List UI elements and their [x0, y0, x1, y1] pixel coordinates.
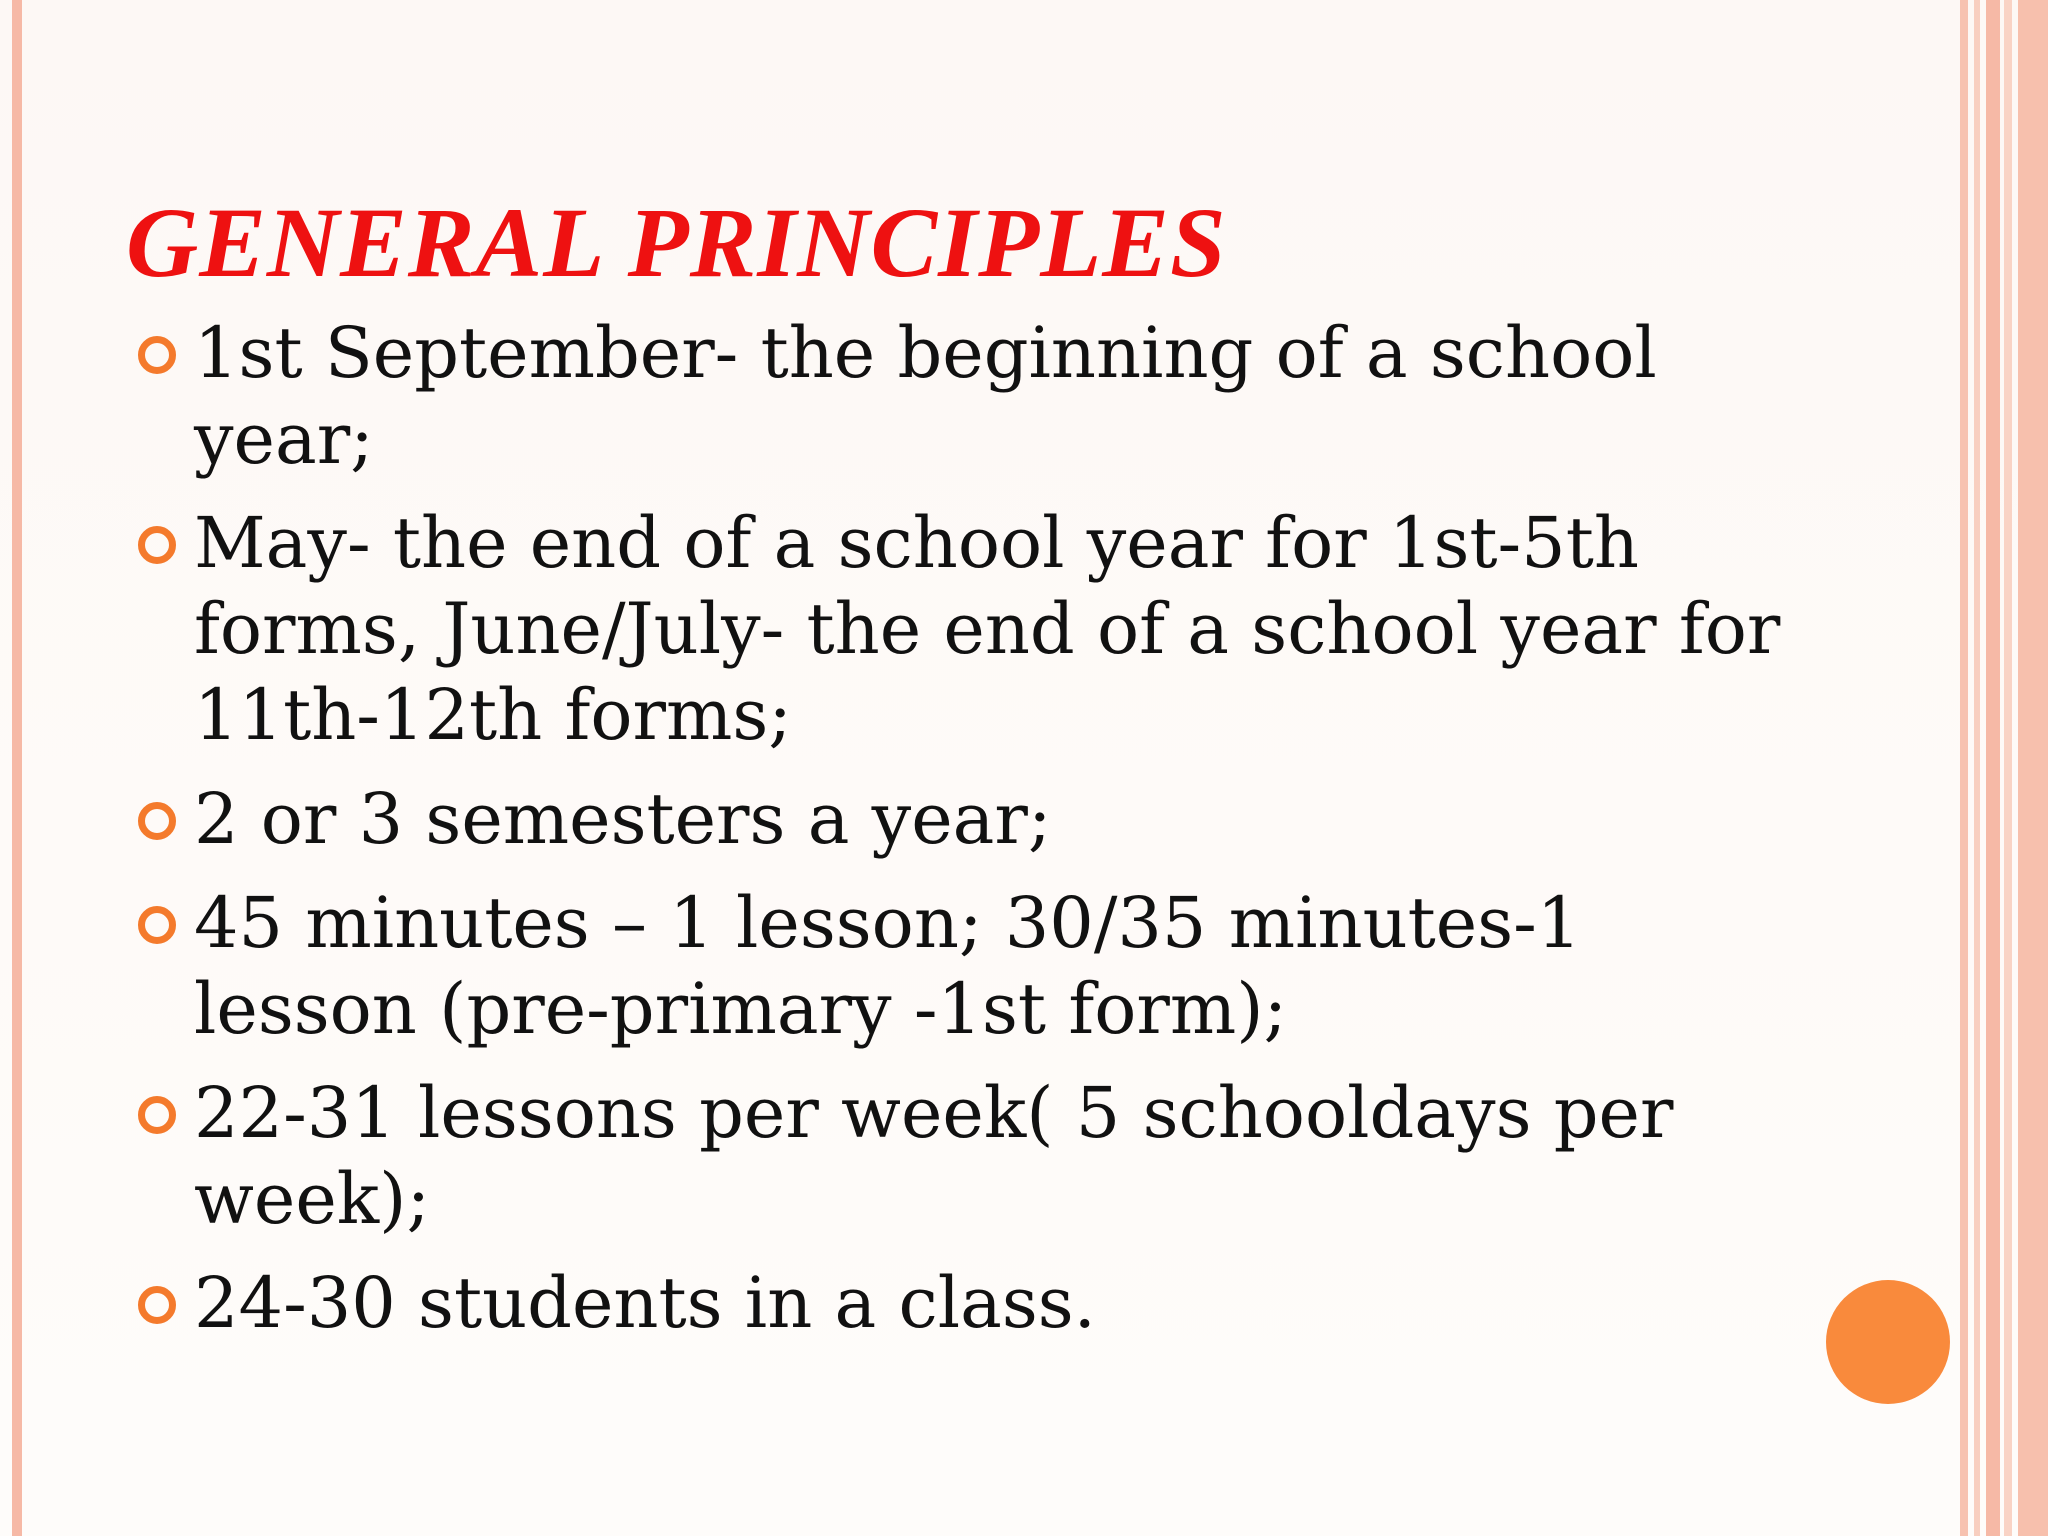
bullet-item — [0, 310, 1820, 482]
right-border-stripe — [1986, 0, 2000, 1536]
decorative-orange-circle — [1826, 1280, 1950, 1404]
hollow-circle-bullet-icon — [138, 1096, 176, 1134]
right-border-stripe — [2018, 0, 2048, 1536]
right-border-stripe — [1960, 0, 1968, 1536]
bullet-item — [0, 1260, 1820, 1346]
bullet-item — [0, 500, 1820, 758]
hollow-circle-bullet-icon — [138, 906, 176, 944]
bullet-text: May- the end of a school year for 1st-5th forms, June/July- the end of a school year for 11th-12th forms; — [194, 502, 1781, 756]
bullet-text: 22-31 lessons per week( 5 schooldays per week); — [194, 1072, 1674, 1240]
bullet-list — [0, 310, 1820, 1364]
slide-title: GENERAL PRINCIPLES — [126, 187, 1227, 298]
bullet-text: 45 minutes – 1 lesson; 30/35 minutes-1 lesson (pre-primary -1st form); — [194, 882, 1582, 1050]
bullet-item — [0, 880, 1820, 1052]
hollow-circle-bullet-icon — [138, 336, 176, 374]
bullet-text: 2 or 3 semesters a year; — [194, 778, 1052, 860]
bullet-text: 1st September- the beginning of a school year; — [194, 312, 1657, 480]
hollow-circle-bullet-icon — [138, 802, 176, 840]
right-border-stripe — [2004, 0, 2012, 1536]
bullet-text: 24-30 students in a class. — [194, 1262, 1096, 1344]
bullet-item — [0, 1070, 1820, 1242]
hollow-circle-bullet-icon — [138, 526, 176, 564]
right-border-stripe — [1974, 0, 1980, 1536]
bullet-item — [0, 776, 1820, 862]
hollow-circle-bullet-icon — [138, 1286, 176, 1324]
